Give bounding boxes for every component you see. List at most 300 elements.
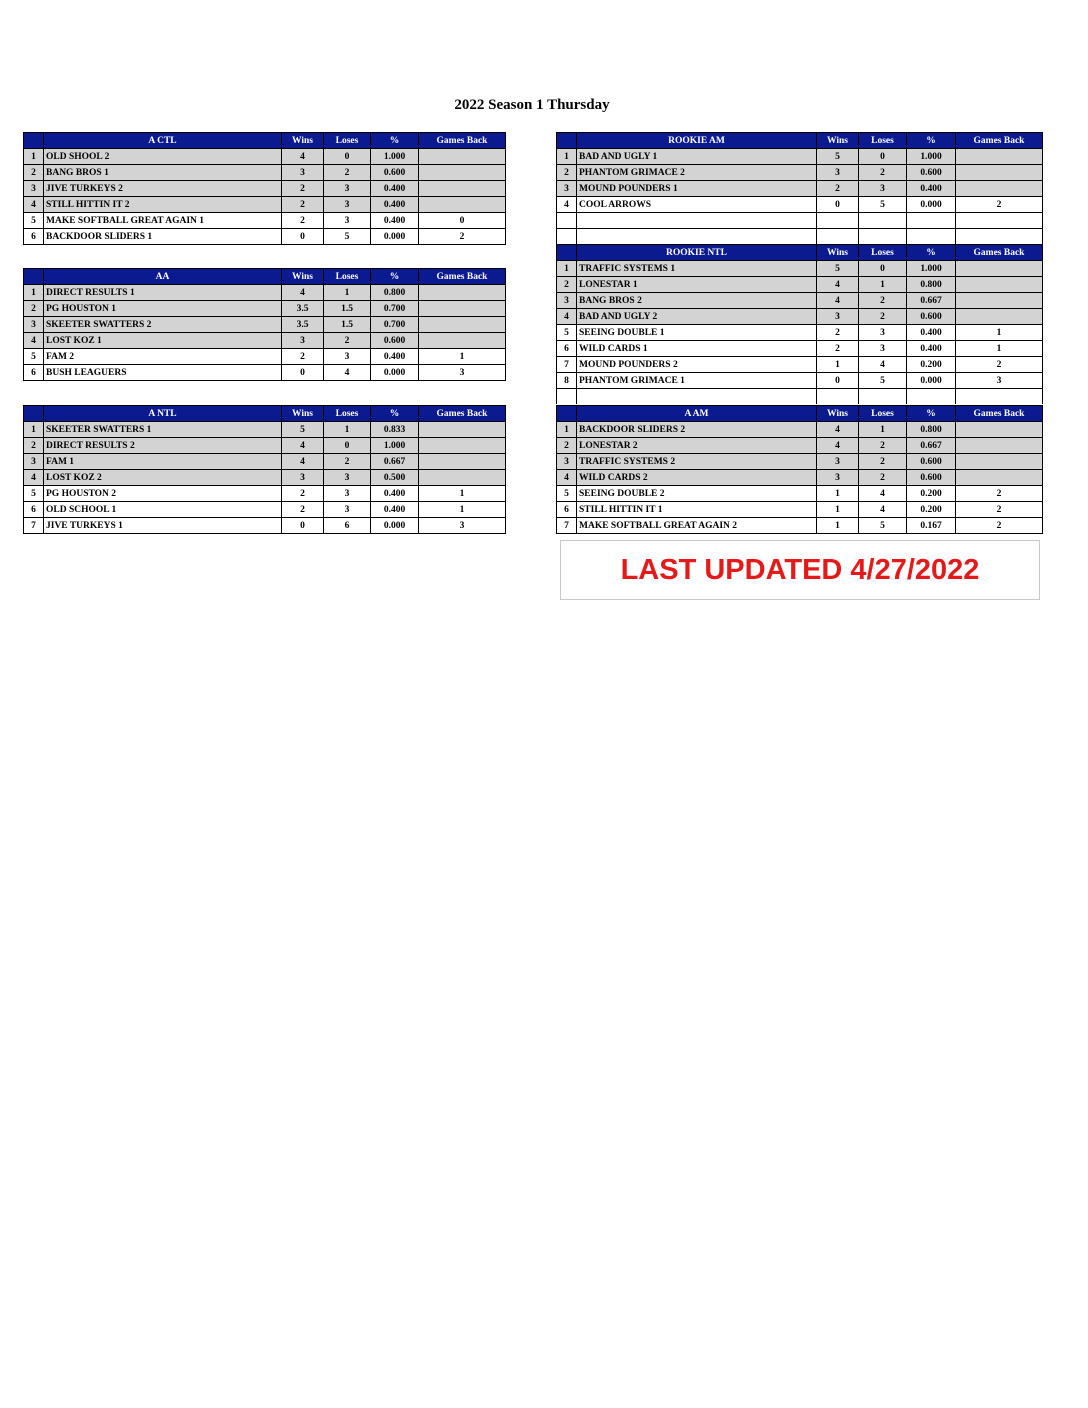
standings-table-a-am — [556, 405, 1043, 534]
table-header-row — [557, 245, 1043, 261]
rank: 4 — [24, 470, 44, 486]
pct: 0.800 — [371, 285, 419, 301]
rank: 3 — [24, 454, 44, 470]
loses: 2 — [324, 454, 371, 470]
table-header-row — [557, 406, 1043, 422]
division-name: ROOKIE NTL — [577, 245, 817, 261]
col-loses: Loses — [859, 133, 907, 149]
col-wins: Wins — [282, 406, 324, 422]
team-name: SKEETER SWATTERS 1 — [44, 422, 282, 438]
team-name: SEEING DOUBLE 2 — [577, 486, 817, 502]
loses: 3 — [859, 181, 907, 197]
games-back — [956, 438, 1043, 454]
rank: 4 — [24, 197, 44, 213]
loses: 3 — [859, 325, 907, 341]
team-name: OLD SHOOL 2 — [44, 149, 282, 165]
pct: 0.000 — [907, 197, 956, 213]
loses: 3 — [324, 213, 371, 229]
standings-table-rookie — [556, 132, 1043, 404]
loses: 6 — [324, 518, 371, 534]
team-name: JIVE TURKEYS 1 — [44, 518, 282, 534]
loses: 1 — [859, 422, 907, 438]
pct: 0.667 — [371, 454, 419, 470]
rank: 5 — [24, 486, 44, 502]
table-row — [24, 349, 506, 365]
wins: 0 — [817, 197, 859, 213]
table-row — [557, 454, 1043, 470]
table-row — [24, 438, 506, 454]
table-row — [24, 229, 506, 245]
wins: 1 — [817, 486, 859, 502]
table-row — [557, 341, 1043, 357]
games-back — [956, 261, 1043, 277]
rank: 5 — [557, 486, 577, 502]
table-row — [24, 454, 506, 470]
loses: 3 — [324, 349, 371, 365]
pct: 0.600 — [371, 165, 419, 181]
games-back — [956, 181, 1043, 197]
col-wins: Wins — [817, 245, 859, 261]
wins: 2 — [282, 349, 324, 365]
wins: 5 — [282, 422, 324, 438]
table-row — [557, 293, 1043, 309]
table-row — [24, 502, 506, 518]
loses: 5 — [859, 373, 907, 389]
team-name: BUSH LEAGUERS — [44, 365, 282, 381]
col-pct: % — [371, 406, 419, 422]
wins: 4 — [817, 277, 859, 293]
games-back — [419, 317, 506, 333]
team-name: TRAFFIC SYSTEMS 2 — [577, 454, 817, 470]
wins: 2 — [817, 341, 859, 357]
pct: 1.000 — [371, 438, 419, 454]
pct: 0.000 — [907, 373, 956, 389]
wins: 1 — [817, 502, 859, 518]
rank: 3 — [557, 293, 577, 309]
rank: 5 — [24, 213, 44, 229]
table-row — [24, 165, 506, 181]
team-name: TRAFFIC SYSTEMS 1 — [577, 261, 817, 277]
pct: 0.800 — [907, 277, 956, 293]
wins: 2 — [282, 197, 324, 213]
games-back — [419, 149, 506, 165]
loses: 3 — [324, 197, 371, 213]
loses: 2 — [859, 293, 907, 309]
games-back: 2 — [956, 197, 1043, 213]
table-row — [24, 365, 506, 381]
pct: 0.000 — [371, 518, 419, 534]
loses: 2 — [859, 454, 907, 470]
table-row — [557, 325, 1043, 341]
col-loses: Loses — [859, 245, 907, 261]
pct: 0.700 — [371, 301, 419, 317]
games-back — [419, 165, 506, 181]
col-games-back: Games Back — [956, 133, 1043, 149]
table-row — [24, 486, 506, 502]
wins: 2 — [817, 181, 859, 197]
games-back — [419, 470, 506, 486]
wins: 3 — [282, 165, 324, 181]
team-name: PG HOUSTON 1 — [44, 301, 282, 317]
blank-row — [557, 389, 1043, 405]
team-name: DIRECT RESULTS 2 — [44, 438, 282, 454]
team-name: JIVE TURKEYS 2 — [44, 181, 282, 197]
games-back: 3 — [419, 365, 506, 381]
rank: 1 — [557, 261, 577, 277]
rank: 4 — [557, 309, 577, 325]
col-loses: Loses — [324, 406, 371, 422]
loses: 2 — [859, 470, 907, 486]
loses: 1.5 — [324, 301, 371, 317]
col-games-back: Games Back — [419, 406, 506, 422]
team-name: STILL HITTIN IT 1 — [577, 502, 817, 518]
games-back: 1 — [956, 325, 1043, 341]
wins: 1 — [817, 357, 859, 373]
col-loses: Loses — [324, 133, 371, 149]
rank: 1 — [24, 422, 44, 438]
loses: 2 — [859, 309, 907, 325]
division-name: ROOKIE AM — [577, 133, 817, 149]
pct: 0.600 — [907, 454, 956, 470]
team-name: LONESTAR 2 — [577, 438, 817, 454]
pct: 0.167 — [907, 518, 956, 534]
table-row — [24, 213, 506, 229]
games-back: 1 — [419, 486, 506, 502]
table-row — [557, 518, 1043, 534]
table-row — [557, 277, 1043, 293]
team-name: PHANTOM GRIMACE 1 — [577, 373, 817, 389]
team-name: BACKDOOR SLIDERS 1 — [44, 229, 282, 245]
wins: 3 — [817, 165, 859, 181]
pct: 0.200 — [907, 486, 956, 502]
rank: 1 — [557, 422, 577, 438]
games-back — [956, 470, 1043, 486]
team-name: PHANTOM GRIMACE 2 — [577, 165, 817, 181]
division-name: AA — [44, 269, 282, 285]
col-wins: Wins — [282, 133, 324, 149]
games-back — [956, 309, 1043, 325]
wins: 5 — [817, 261, 859, 277]
loses: 2 — [859, 438, 907, 454]
team-name: MOUND POUNDERS 1 — [577, 181, 817, 197]
wins: 2 — [282, 486, 324, 502]
loses: 4 — [859, 502, 907, 518]
rank: 3 — [557, 454, 577, 470]
games-back — [956, 422, 1043, 438]
team-name: SKEETER SWATTERS 2 — [44, 317, 282, 333]
pct: 0.600 — [907, 309, 956, 325]
table-row — [557, 373, 1043, 389]
table-row — [557, 309, 1043, 325]
col-games-back: Games Back — [419, 269, 506, 285]
games-back: 2 — [419, 229, 506, 245]
standings-table-a-ctl — [23, 132, 506, 245]
table-row — [24, 149, 506, 165]
rank: 4 — [557, 470, 577, 486]
pct: 1.000 — [907, 261, 956, 277]
rank: 6 — [24, 365, 44, 381]
team-name: BAD AND UGLY 2 — [577, 309, 817, 325]
pct: 0.400 — [907, 341, 956, 357]
table-row — [557, 149, 1043, 165]
wins: 0 — [282, 518, 324, 534]
rank: 7 — [557, 518, 577, 534]
page-title: 2022 Season 1 Thursday — [454, 97, 610, 113]
team-name: LONESTAR 1 — [577, 277, 817, 293]
col-games-back: Games Back — [956, 245, 1043, 261]
team-name: LOST KOZ 2 — [44, 470, 282, 486]
games-back — [419, 197, 506, 213]
loses: 1 — [324, 285, 371, 301]
loses: 1 — [324, 422, 371, 438]
loses: 2 — [324, 165, 371, 181]
pct: 0.200 — [907, 357, 956, 373]
col-wins: Wins — [817, 133, 859, 149]
wins: 3 — [817, 470, 859, 486]
table-row — [24, 518, 506, 534]
wins: 1 — [817, 518, 859, 534]
division-name: A CTL — [44, 133, 282, 149]
rank: 3 — [557, 181, 577, 197]
loses: 4 — [859, 357, 907, 373]
wins: 3 — [817, 309, 859, 325]
games-back — [419, 301, 506, 317]
table-row — [24, 181, 506, 197]
col-loses: Loses — [859, 406, 907, 422]
games-back: 0 — [419, 213, 506, 229]
loses: 5 — [859, 518, 907, 534]
team-name: BACKDOOR SLIDERS 2 — [577, 422, 817, 438]
rank: 2 — [557, 165, 577, 181]
col-wins: Wins — [282, 269, 324, 285]
games-back: 2 — [956, 518, 1043, 534]
rank: 1 — [557, 149, 577, 165]
games-back — [419, 438, 506, 454]
pct: 0.700 — [371, 317, 419, 333]
wins: 4 — [817, 438, 859, 454]
pct: 0.667 — [907, 293, 956, 309]
last-updated-notice: LAST UPDATED 4/27/2022 — [560, 540, 1040, 600]
table-row — [557, 165, 1043, 181]
pct: 0.400 — [371, 197, 419, 213]
loses: 5 — [859, 197, 907, 213]
team-name: STILL HITTIN IT 2 — [44, 197, 282, 213]
pct: 0.600 — [371, 333, 419, 349]
pct: 0.600 — [907, 470, 956, 486]
team-name: PG HOUSTON 2 — [44, 486, 282, 502]
table-row — [557, 422, 1043, 438]
col-loses: Loses — [324, 269, 371, 285]
table-row — [24, 301, 506, 317]
games-back: 3 — [956, 373, 1043, 389]
rank: 5 — [557, 325, 577, 341]
loses: 3 — [324, 470, 371, 486]
games-back — [956, 149, 1043, 165]
games-back: 3 — [419, 518, 506, 534]
games-back: 2 — [956, 357, 1043, 373]
table-row — [24, 317, 506, 333]
loses: 0 — [324, 438, 371, 454]
table-row — [557, 197, 1043, 213]
standings-table-a-ntl — [23, 405, 506, 534]
pct: 0.400 — [371, 502, 419, 518]
wins: 2 — [817, 325, 859, 341]
team-name: OLD SCHOOL 1 — [44, 502, 282, 518]
pct: 0.800 — [907, 422, 956, 438]
wins: 4 — [282, 149, 324, 165]
pct: 0.667 — [907, 438, 956, 454]
rank: 7 — [557, 357, 577, 373]
team-name: DIRECT RESULTS 1 — [44, 285, 282, 301]
rank: 2 — [24, 165, 44, 181]
table-header-row — [24, 133, 506, 149]
rank: 6 — [24, 502, 44, 518]
division-name: A NTL — [44, 406, 282, 422]
rank: 1 — [24, 149, 44, 165]
loses: 1.5 — [324, 317, 371, 333]
table-header-row — [24, 269, 506, 285]
standings-table-aa — [23, 268, 506, 381]
wins: 3.5 — [282, 317, 324, 333]
team-name: FAM 2 — [44, 349, 282, 365]
rank: 6 — [24, 229, 44, 245]
wins: 3 — [817, 454, 859, 470]
col-pct: % — [907, 133, 956, 149]
pct: 0.400 — [371, 486, 419, 502]
loses: 3 — [324, 486, 371, 502]
team-name: FAM 1 — [44, 454, 282, 470]
games-back — [419, 333, 506, 349]
games-back — [419, 285, 506, 301]
team-name: COOL ARROWS — [577, 197, 817, 213]
loses: 4 — [859, 486, 907, 502]
loses: 3 — [859, 341, 907, 357]
col-pct: % — [371, 269, 419, 285]
table-row — [24, 197, 506, 213]
rank: 3 — [24, 181, 44, 197]
games-back — [956, 454, 1043, 470]
wins: 3.5 — [282, 301, 324, 317]
table-row — [557, 486, 1043, 502]
games-back — [419, 454, 506, 470]
pct: 0.400 — [907, 325, 956, 341]
wins: 2 — [282, 213, 324, 229]
games-back — [956, 277, 1043, 293]
pct: 0.400 — [371, 181, 419, 197]
rank: 2 — [24, 301, 44, 317]
pct: 1.000 — [907, 149, 956, 165]
games-back — [956, 165, 1043, 181]
loses: 4 — [324, 365, 371, 381]
division-name: A AM — [577, 406, 817, 422]
pct: 0.500 — [371, 470, 419, 486]
table-row — [557, 261, 1043, 277]
loses: 3 — [324, 502, 371, 518]
table-row — [24, 285, 506, 301]
pct: 0.600 — [907, 165, 956, 181]
pct: 0.000 — [371, 365, 419, 381]
table-row — [24, 422, 506, 438]
rank: 2 — [557, 438, 577, 454]
loses: 3 — [324, 181, 371, 197]
games-back — [419, 181, 506, 197]
col-pct: % — [371, 133, 419, 149]
blank-row — [557, 213, 1043, 229]
loses: 0 — [859, 149, 907, 165]
loses: 2 — [859, 165, 907, 181]
wins: 2 — [282, 502, 324, 518]
games-back: 1 — [419, 502, 506, 518]
wins: 4 — [282, 438, 324, 454]
team-name: MAKE SOFTBALL GREAT AGAIN 1 — [44, 213, 282, 229]
table-row — [557, 438, 1043, 454]
table-row — [24, 470, 506, 486]
col-wins: Wins — [817, 406, 859, 422]
rank: 2 — [24, 438, 44, 454]
wins: 5 — [817, 149, 859, 165]
col-pct: % — [907, 245, 956, 261]
team-name: BANG BROS 1 — [44, 165, 282, 181]
team-name: MOUND POUNDERS 2 — [577, 357, 817, 373]
wins: 3 — [282, 333, 324, 349]
loses: 0 — [859, 261, 907, 277]
rank: 7 — [24, 518, 44, 534]
games-back — [956, 293, 1043, 309]
table-row — [557, 357, 1043, 373]
games-back: 1 — [956, 341, 1043, 357]
rank: 5 — [24, 349, 44, 365]
rank: 3 — [24, 317, 44, 333]
rank: 8 — [557, 373, 577, 389]
wins: 4 — [282, 454, 324, 470]
table-row — [557, 470, 1043, 486]
loses: 5 — [324, 229, 371, 245]
games-back: 2 — [956, 502, 1043, 518]
pct: 0.000 — [371, 229, 419, 245]
table-row — [557, 181, 1043, 197]
rank: 1 — [24, 285, 44, 301]
team-name: WILD CARDS 2 — [577, 470, 817, 486]
table-header-row — [557, 133, 1043, 149]
team-name: BANG BROS 2 — [577, 293, 817, 309]
team-name: MAKE SOFTBALL GREAT AGAIN 2 — [577, 518, 817, 534]
team-name: SEEING DOUBLE 1 — [577, 325, 817, 341]
col-games-back: Games Back — [419, 133, 506, 149]
loses: 0 — [324, 149, 371, 165]
wins: 4 — [817, 293, 859, 309]
wins: 0 — [817, 373, 859, 389]
pct: 0.400 — [371, 349, 419, 365]
pct: 0.833 — [371, 422, 419, 438]
team-name: BAD AND UGLY 1 — [577, 149, 817, 165]
wins: 2 — [282, 181, 324, 197]
loses: 1 — [859, 277, 907, 293]
loses: 2 — [324, 333, 371, 349]
col-pct: % — [907, 406, 956, 422]
wins: 4 — [282, 285, 324, 301]
table-header-row — [24, 406, 506, 422]
wins: 0 — [282, 365, 324, 381]
pct: 0.400 — [907, 181, 956, 197]
rank: 6 — [557, 502, 577, 518]
rank: 4 — [24, 333, 44, 349]
pct: 0.200 — [907, 502, 956, 518]
rank: 4 — [557, 197, 577, 213]
table-row — [557, 502, 1043, 518]
wins: 0 — [282, 229, 324, 245]
blank-row — [557, 229, 1043, 245]
wins: 4 — [817, 422, 859, 438]
